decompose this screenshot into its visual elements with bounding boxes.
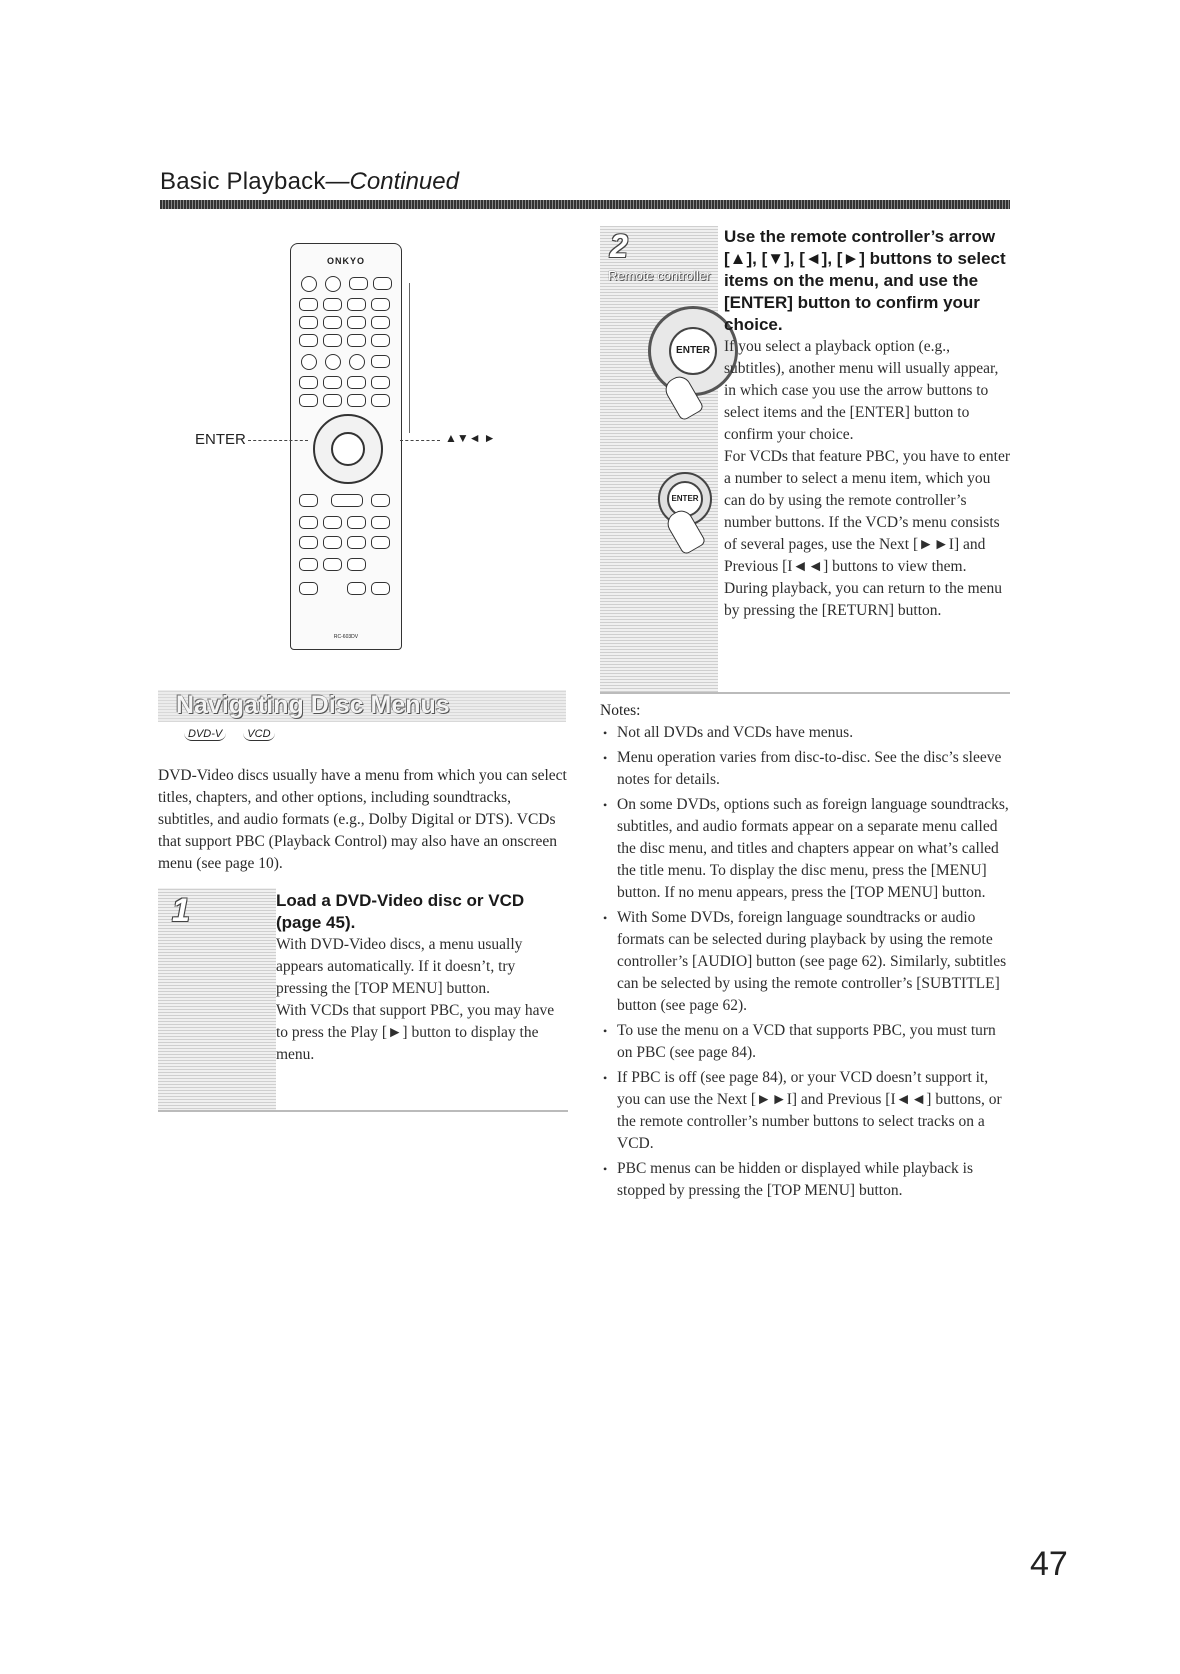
step-text: If you select a playback option (e.g., subtitles), another menu will usually appear, in which case you use the arrow buttons to select items and the [ENTER] button to confirm your choice.: [724, 338, 999, 443]
enter-button-closeup: ENTER: [669, 327, 717, 375]
remote-button: [347, 558, 366, 571]
step-heading: Use the remote controller’s arrow [▲], [▼], [◄], [►] buttons to select items on the menu, and use the [ENTER] button to confirm your choice.: [724, 227, 1006, 334]
remote-button: [299, 394, 318, 407]
remote-button: [301, 276, 317, 292]
step-stripe: [600, 226, 718, 692]
dvd-video-logo: DVD-V: [184, 728, 226, 741]
remote-button: [299, 558, 318, 571]
remote-button: [323, 298, 342, 311]
remote-button: [349, 277, 368, 290]
remote-button: [299, 376, 318, 389]
note-item: • Menu operation varies from disc-to-disc. See the disc’s sleeve notes for details.: [600, 747, 1010, 791]
note-item: • On some DVDs, options such as foreign language soundtracks, subtitles, and audio formats appear on a separate menu called the disc menu, and titles and chapters appear on what’s called the title menu. To display the disc menu, press the [MENU] button. If no menu appears, press the [TOP MENU] button.: [600, 794, 1010, 904]
arrows-callout-label: ▲▼◄ ►: [445, 431, 496, 445]
remote-button: [325, 354, 341, 370]
notes-list: [600, 722, 1010, 1202]
step-rule: [158, 1110, 568, 1112]
enter-button-ring: [331, 432, 365, 466]
note-item: • With Some DVDs, foreign language soundtracks or audio formats can be selected during playback by using the remote controller’s [AUDIO] button (see page 62). Similarly, subtitles can be selected by using the remote controller’s [SUBTITLE] button (see page 62).: [600, 907, 1010, 1017]
step-text: For VCDs that feature PBC, you have to enter a number to select a menu item, which you can do by using the remote controller’s number buttons. If the VCD’s menu consists of several pages, use the Next [►►I] and Previous [I◄◄] buttons to view them. During playback, you can return to the menu by pressing the [RETURN] button.: [724, 448, 1010, 619]
step-rule: [600, 692, 1010, 694]
remote-button: [347, 334, 366, 347]
remote-button: [371, 394, 390, 407]
remote-button: [371, 494, 390, 507]
remote-button: [371, 334, 390, 347]
remote-button: [331, 494, 363, 507]
remote-button: [371, 316, 390, 329]
remote-button: [371, 582, 390, 595]
step-heading: Load a DVD-Video disc or VCD (page 45).: [276, 891, 525, 932]
remote-button: [371, 376, 390, 389]
page-number: 47: [1030, 1545, 1068, 1583]
section-heading: Navigating Disc Menus: [176, 691, 450, 719]
remote-button: [371, 536, 390, 549]
step-text: With DVD-Video discs, a menu usually appears automatically. If it doesn’t, try pressing the [TOP MENU] button.: [276, 936, 523, 997]
remote-button: [347, 516, 366, 529]
remote-button: [299, 334, 318, 347]
step-number: 2: [610, 228, 628, 264]
step-content: [724, 226, 1010, 622]
step-2: [600, 226, 1010, 694]
remote-button: [347, 582, 366, 595]
remote-button: [325, 276, 341, 292]
remote-button: [323, 394, 342, 407]
remote-button: [371, 355, 390, 368]
remote-button: [347, 376, 366, 389]
header-rule: [160, 200, 1010, 209]
enter-callout-label: ENTER: [195, 431, 246, 448]
remote-button: [299, 316, 318, 329]
note-item: • To use the menu on a VCD that supports PBC, you must turn on PBC (see page 84).: [600, 1020, 1010, 1064]
step-text: With VCDs that support PBC, you may have to press the Play [►] button to display the menu.: [276, 1002, 555, 1063]
note-item: • Not all DVDs and VCDs have menus.: [600, 722, 1010, 744]
step-number: 1: [172, 892, 190, 928]
remote-button: [323, 316, 342, 329]
arrows-callout-line: [400, 440, 440, 441]
remote-model: RC-603DV: [333, 634, 359, 640]
notes-title: Notes:: [600, 702, 641, 719]
remote-button: [347, 316, 366, 329]
remote-button: [371, 516, 390, 529]
vcd-logo: VCD: [243, 728, 274, 741]
remote-button: [299, 582, 318, 595]
remote-button: [323, 516, 342, 529]
note-item: • PBC menus can be hidden or displayed while playback is stopped by pressing the [TOP MENU] button.: [600, 1158, 1010, 1202]
remote-button: [373, 277, 392, 290]
remote-button: [323, 536, 342, 549]
remote-button: [347, 536, 366, 549]
remote-button: [323, 558, 342, 571]
remote-illustration: [195, 243, 535, 648]
remote-button: [323, 376, 342, 389]
enter-button-closeup: ENTER: [667, 481, 703, 517]
remote-button: [299, 516, 318, 529]
enter-callout-line: [248, 440, 308, 441]
remote-button: [371, 298, 390, 311]
remote-button: [323, 334, 342, 347]
intro-paragraph: DVD-Video discs usually have a menu from which you can select titles, chapters, and other options, including soundtracks, subtitles, and audio formats (e.g., Dolby Digital or DTS). VCDs that support PBC (Playback Control) may also have an onscreen menu (see page 10).: [158, 767, 567, 872]
remote-button: [301, 354, 317, 370]
note-item: • If PBC is off (see page 84), or your VCD doesn’t support it, you can use the Next [►►I] and Previous [I◄◄] buttons, or the remote controller’s number buttons to select tracks on a VCD.: [600, 1067, 1010, 1155]
remote-controller-label: Remote controller: [608, 268, 711, 283]
disc-logos: [184, 728, 289, 741]
remote-button: [347, 298, 366, 311]
remote-button: [349, 354, 365, 370]
dpad: [313, 414, 383, 484]
notes-section: [600, 700, 1010, 1205]
remote-button: [299, 298, 318, 311]
remote-button: [299, 536, 318, 549]
step-1: [158, 888, 568, 1112]
remote-body: [290, 243, 402, 650]
section-banner: [158, 690, 566, 722]
remote-brand: ONKYO: [326, 256, 365, 266]
step-content: [276, 890, 568, 1066]
page-header: [160, 168, 1010, 209]
remote-button: [347, 394, 366, 407]
remote-button: [299, 494, 318, 507]
section-title: Basic Playback—Continued: [160, 168, 459, 195]
remote-side: [405, 283, 410, 433]
